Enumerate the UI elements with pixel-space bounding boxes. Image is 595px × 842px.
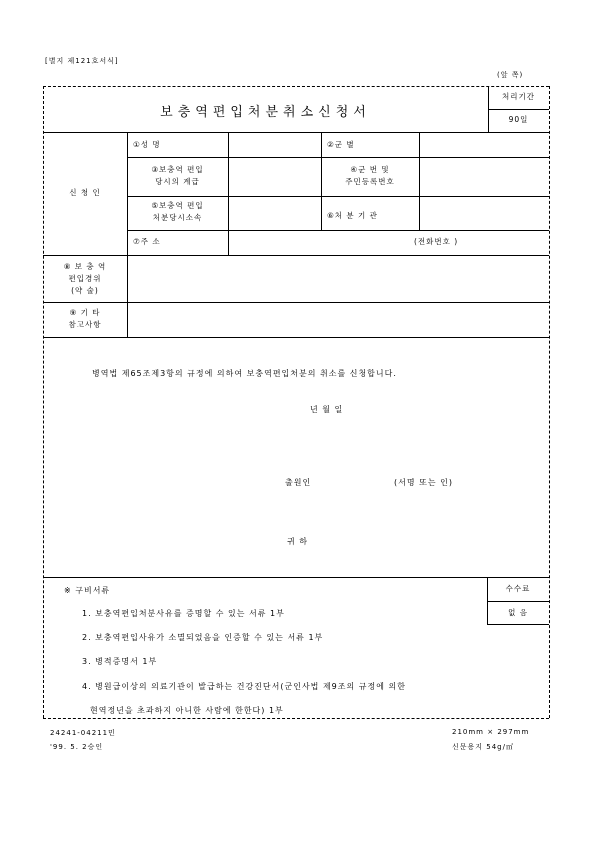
form-title: 보충역편입처분취소신청서 bbox=[160, 105, 371, 120]
processing-period-label: 처리기간 bbox=[502, 92, 535, 101]
attachment-item: 4. 병원급이상의 의료기관이 발급하는 건강진단서(군인사법 제9조의 규정에 의한 bbox=[82, 682, 406, 691]
rank-label bbox=[127, 164, 228, 188]
footer-paper: 신문용지 54g/㎡ bbox=[452, 743, 514, 751]
date-fields: 년 월 일 bbox=[310, 405, 344, 414]
footer-code: 24241-04211민 bbox=[50, 729, 116, 737]
remarks-label-line-1: ⑨ 기 타 bbox=[69, 308, 101, 317]
fee-value: 없 음 bbox=[508, 608, 528, 617]
side-label: (앞 쪽) bbox=[497, 71, 524, 79]
footer-approval: '99. 5. 2승인 bbox=[50, 743, 104, 751]
remarks-label-line-2: 참고사항 bbox=[68, 320, 102, 329]
attachments-header: ※ 구비서류 bbox=[64, 586, 111, 595]
reason-label-line-3: (약 술) bbox=[71, 286, 99, 295]
applicant-sign-label: 출원인 bbox=[285, 478, 312, 487]
attachment-item: 3. 병적증명서 1부 bbox=[82, 657, 158, 666]
remarks-label bbox=[43, 307, 127, 331]
processing-period-value: 90일 bbox=[508, 115, 529, 124]
branch-label: ②군 별 bbox=[327, 140, 355, 149]
name-label: ①성 명 bbox=[133, 140, 161, 149]
fee-label: 수수료 bbox=[505, 584, 531, 593]
attachment-item: 1. 보충역편입처분사유를 증명할 수 있는 서류 1부 bbox=[82, 609, 285, 618]
reason-label-line-2: 편입경위 bbox=[68, 274, 102, 283]
agency-label: ⑥처 분 기 관 bbox=[327, 211, 378, 220]
id-label bbox=[321, 164, 419, 188]
id-label-line-1: ④군 번 및 bbox=[350, 165, 390, 174]
unit-label-line-2: 처분당시소속 bbox=[152, 213, 203, 222]
address-label: ⑦주 소 bbox=[133, 237, 161, 246]
unit-label bbox=[127, 200, 228, 224]
sign-hint: (서명 또는 인) bbox=[394, 478, 453, 487]
rank-label-line-1: ③보충역 편입 bbox=[151, 165, 204, 174]
reason-label-line-1: ⑧ 보 충 역 bbox=[63, 262, 107, 271]
form-code: [별지 제121호서식] bbox=[45, 57, 119, 65]
id-label-line-2: 주민등록번호 bbox=[345, 177, 395, 186]
reason-label bbox=[43, 261, 127, 297]
rank-label-line-2: 당시의 계급 bbox=[155, 177, 200, 186]
applicant-group-label: 신 청 인 bbox=[69, 188, 101, 197]
phone-label: (전화번호 ) bbox=[414, 237, 459, 246]
attachment-item: 현역정년을 초과하지 아니한 사람에 한한다) 1부 bbox=[90, 706, 284, 715]
footer-size: 210mm × 297mm bbox=[452, 728, 530, 736]
statement-text: 병역법 제65조제3항의 규정에 의하여 보충역편입처분의 취소를 신청합니다. bbox=[92, 369, 397, 378]
attachment-item: 2. 보충역편입사유가 소멸되었음을 인증할 수 있는 서류 1부 bbox=[82, 633, 324, 642]
unit-label-line-1: ⑤보충역 편입 bbox=[151, 201, 204, 210]
addressee: 귀 하 bbox=[287, 537, 308, 546]
